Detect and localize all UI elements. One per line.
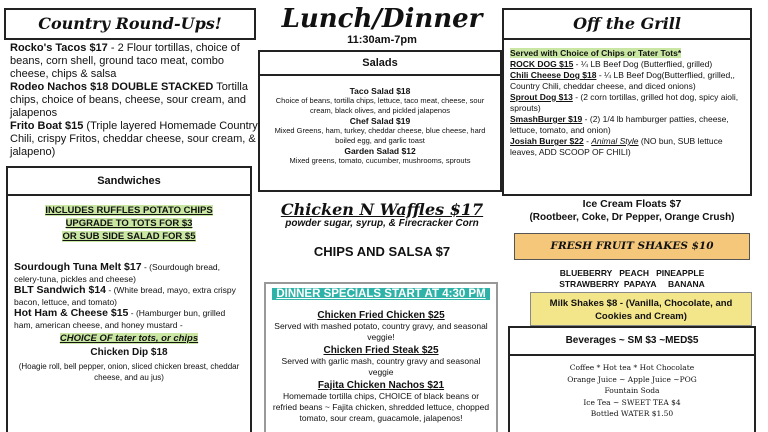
- beverages-section: [508, 326, 756, 432]
- menu-item: Frito Boat $15 (Triple layered Homemade Country Chili, crispy Fritos, cheddar cheese, sour cream, & jalapeno): [10, 120, 258, 158]
- shake-flavors-row2: STRAWBERRY PAPAYA BANANA: [559, 279, 705, 289]
- sandwiches-title: Sandwiches: [8, 168, 250, 196]
- menu-item-desc: Mixed greens, tomato, cucumber, mushrooms, sprouts: [289, 156, 471, 165]
- dinner-specials-section: [264, 282, 498, 432]
- menu-item: Sprout Dog $13 - (2 corn tortillas, grilled hot dog, spicy aioli, sprouts): [510, 92, 739, 113]
- salads-section: [258, 50, 502, 192]
- milk-shakes-text: Milk Shakes $8 - (Vanilla, Chocolate, and Cookies and Cream): [549, 298, 733, 322]
- beverages-title: Beverages ~ SM $3 ~MED$5: [510, 328, 754, 356]
- menu-item-name: Fajita Chicken Nachos $21: [317, 380, 445, 391]
- country-roundups-items: [10, 42, 260, 159]
- beverage-line: Fountain Soda: [604, 386, 660, 395]
- waffles-title: Chicken N Waffles $17: [280, 200, 484, 219]
- floats-title: Ice Cream Floats $7: [582, 198, 682, 210]
- sandwich-promo: INCLUDES RUFFLES POTATO CHIPS UPGRADE TO TOTS FOR $3 OR SUB SIDE SALAD FOR $5: [45, 205, 213, 242]
- menu-item-desc: Homemade tortilla chips, CHOICE of black beans or refried beans ~ Fajita chicken, shredded lettuce, chopped tomato, sour cream, guacamole, jalapenos!: [272, 391, 490, 423]
- menu-item-desc: (Hoagie roll, bell pepper, onion, sliced chicken breast, cheddar cheese, and au jus): [18, 362, 240, 382]
- menu-item-name: Garden Salad $12: [344, 146, 416, 156]
- beverage-line: Orange Juice ~ Apple Juice ~POG: [567, 374, 697, 384]
- side-choice: CHOICE OF tater tots, or chips: [59, 333, 199, 344]
- fruit-shakes-title: FRESH FRUIT SHAKES $10: [550, 240, 714, 252]
- menu-item: Rodeo Nachos $18 DOUBLE STACKED Tortilla chips, choice of beans, cheese, sour cream, and jalapenos: [10, 81, 248, 119]
- shake-flavors-row1: BLUEBERRY PEACH PINEAPPLE: [559, 268, 705, 278]
- dinner-specials-title: DINNER SPECIALS START AT 4:30 PM: [266, 284, 496, 300]
- menu-item: ROCK DOG $15 - ¼ LB Beef Dog (Butterflied, grilled): [510, 59, 713, 69]
- menu-item: Josiah Burger $22 - Animal Style (NO bun, SUB lettuce leaves, ADD SCOOP OF CHILI): [510, 136, 723, 157]
- chips-salsa-title: CHIPS AND SALSA $7: [313, 244, 451, 259]
- floats-flavors: (Rootbeer, Coke, Dr Pepper, Orange Crush): [529, 212, 735, 223]
- beverage-line: Coffee * Hot tea * Hot Chocolate: [569, 363, 695, 372]
- grill-served-note: Served with Choice of Chips or Tater Tots*: [510, 48, 682, 58]
- grill-section: [502, 8, 752, 196]
- waffles-desc: powder sugar, syrup, & Firecracker Corn: [285, 218, 479, 229]
- salads-title: Salads: [260, 52, 500, 76]
- country-roundups-title: Country Round-Ups!: [38, 14, 222, 33]
- menu-item-desc: Served with mashed potato, country gravy, and seasonal veggie!: [274, 321, 488, 342]
- menu-item: Rocko's Tacos $17 - 2 Flour tortillas, choice of beans, corn shell, ground taco meat, combo cheese, chips & salsa: [10, 42, 240, 80]
- menu-item: BLT Sandwich $14 - (White bread, mayo, extra crispy bacon, lettuce, and tomato): [14, 284, 236, 307]
- grill-title: Off the Grill: [504, 10, 750, 40]
- menu-item-name: Chicken Dip $18: [90, 346, 168, 358]
- country-roundups-section: [4, 8, 256, 40]
- lunch-hours: 11:30am-7pm: [347, 34, 417, 46]
- menu-item-desc: Choice of beans, tortilla chips, lettuce, taco meat, cheese, sour cream, black olives, and pickled jalapenos: [275, 96, 485, 115]
- menu-item-name: Chicken Fried Chicken $25: [317, 310, 445, 321]
- lunch-dinner-title: Lunch/Dinner: [281, 4, 483, 34]
- menu-item: SmashBurger $19 - (2) 1/4 lb hamburger patties, cheese, lettuce, tomato, and onion): [510, 114, 729, 135]
- menu-item: Chili Cheese Dog $18 - ¼ LB Beef Dog(Butterflied, grilled,, Country Chili, cheddar cheese, and diced onions): [510, 70, 735, 91]
- menu-item-name: Chicken Fried Steak $25: [323, 345, 439, 356]
- menu-item-desc: Served with garlic mash, country gravy and seasonal veggie: [281, 356, 481, 377]
- menu-item-desc: Mixed Greens, ham, turkey, cheddar cheese, blue cheese, hard boiled egg, and garlic toast: [274, 126, 486, 145]
- menu-item-name: Chef Salad $19: [349, 116, 411, 126]
- menu-item-name: Taco Salad $18: [349, 86, 411, 96]
- menu-item: Sourdough Tuna Melt $17 - (Sourdough bread, celery-tuna, pickles and cheese): [14, 261, 221, 284]
- sandwiches-section: [6, 166, 252, 432]
- beverage-line: Ice Tea ~ SWEET TEA $4: [583, 397, 681, 407]
- beverage-line: Bottled WATER $1.50: [590, 409, 674, 418]
- milk-shakes-banner: [530, 292, 752, 326]
- menu-item: Hot Ham & Cheese $15 - (Hamburger bun, grilled ham, american cheese, and honey mustard -: [14, 307, 226, 330]
- fruit-shakes-banner: [514, 233, 750, 260]
